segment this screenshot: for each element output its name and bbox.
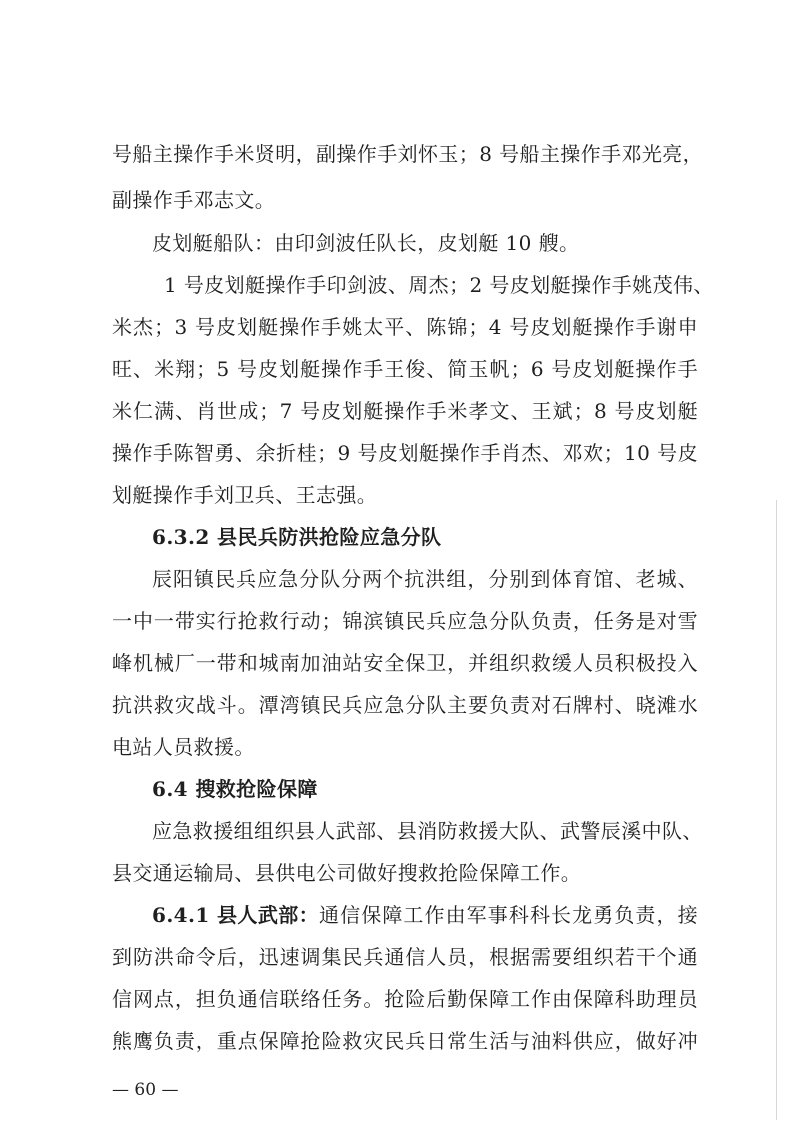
text-line: 操作手陈智勇、余折桂；9 号皮划艇操作手肖杰、邓欢；10 号皮 — [112, 441, 698, 465]
text-line: 划艇操作手刘卫兵、王志强。 — [112, 483, 378, 507]
page-edge-line — [776, 500, 777, 1120]
text-line: 米杰；3 号皮划艇操作手姚太平、陈锦；4 号皮划艇操作手谢申 — [112, 315, 698, 339]
inline-text: 通信保障工作由军事科科长龙勇负责，接 — [319, 903, 698, 927]
text-line: 应急救援组组织县人武部、县消防救援大队、武警辰溪中队、 — [152, 819, 703, 843]
text-line: 号船主操作手米贤明，副操作手刘怀玉；8 号船主操作手邓光亮， — [112, 142, 704, 166]
text-line: 皮划艇船队：由印剑波任队长，皮划艇 10 艘。 — [152, 231, 580, 255]
text-line: 旺、米翔；5 号皮划艇操作手王俊、简玉帆；6 号皮划艇操作手 — [112, 357, 698, 381]
text-line: 副操作手邓志文。 — [112, 188, 276, 212]
inline-heading: 6.4.1 县人武部： — [152, 903, 320, 927]
page-number: — 60 — — [112, 1080, 179, 1100]
text-line: 县交通运输局、县供电公司做好搜救抢险保障工作。 — [112, 861, 582, 885]
text-line: 一中一带实行抢救行动；锦滨镇民兵应急分队负责，任务是对雪 — [112, 609, 698, 633]
section-heading: 6.3.2 县民兵防洪抢险应急分队 — [152, 525, 442, 549]
text-line: 峰机械厂一带和城南加油站安全保卫，并组织救缓人员积极投入 — [112, 651, 698, 675]
text-line: 辰阳镇民兵应急分队分两个抗洪组，分别到体育馆、老城、 — [152, 567, 698, 591]
section-heading: 6.4 搜救抢险保障 — [152, 777, 318, 801]
text-line: 1 号皮划艇操作手印剑波、周杰；2 号皮划艇操作手姚茂伟、 — [164, 273, 714, 297]
text-line: 信网点，担负通信联络任务。抢险后勤保障工作由保障科助理员 — [112, 987, 698, 1011]
text-line: 抗洪救灾战斗。潭湾镇民兵应急分队主要负责对石牌村、晓滩水 — [112, 693, 698, 717]
text-line: 到防洪命令后，迅速调集民兵通信人员，根据需要组织若干个通 — [112, 945, 698, 969]
text-line: 米仁满、肖世成；7 号皮划艇操作手米孝文、王斌；8 号皮划艇 — [112, 399, 698, 423]
text-line — [152, 898, 698, 932]
text-line: 电站人员救援。 — [112, 735, 255, 759]
text-line: 熊鹰负责，重点保障抢险救灾民兵日常生活与油料供应，做好冲 — [112, 1029, 698, 1053]
